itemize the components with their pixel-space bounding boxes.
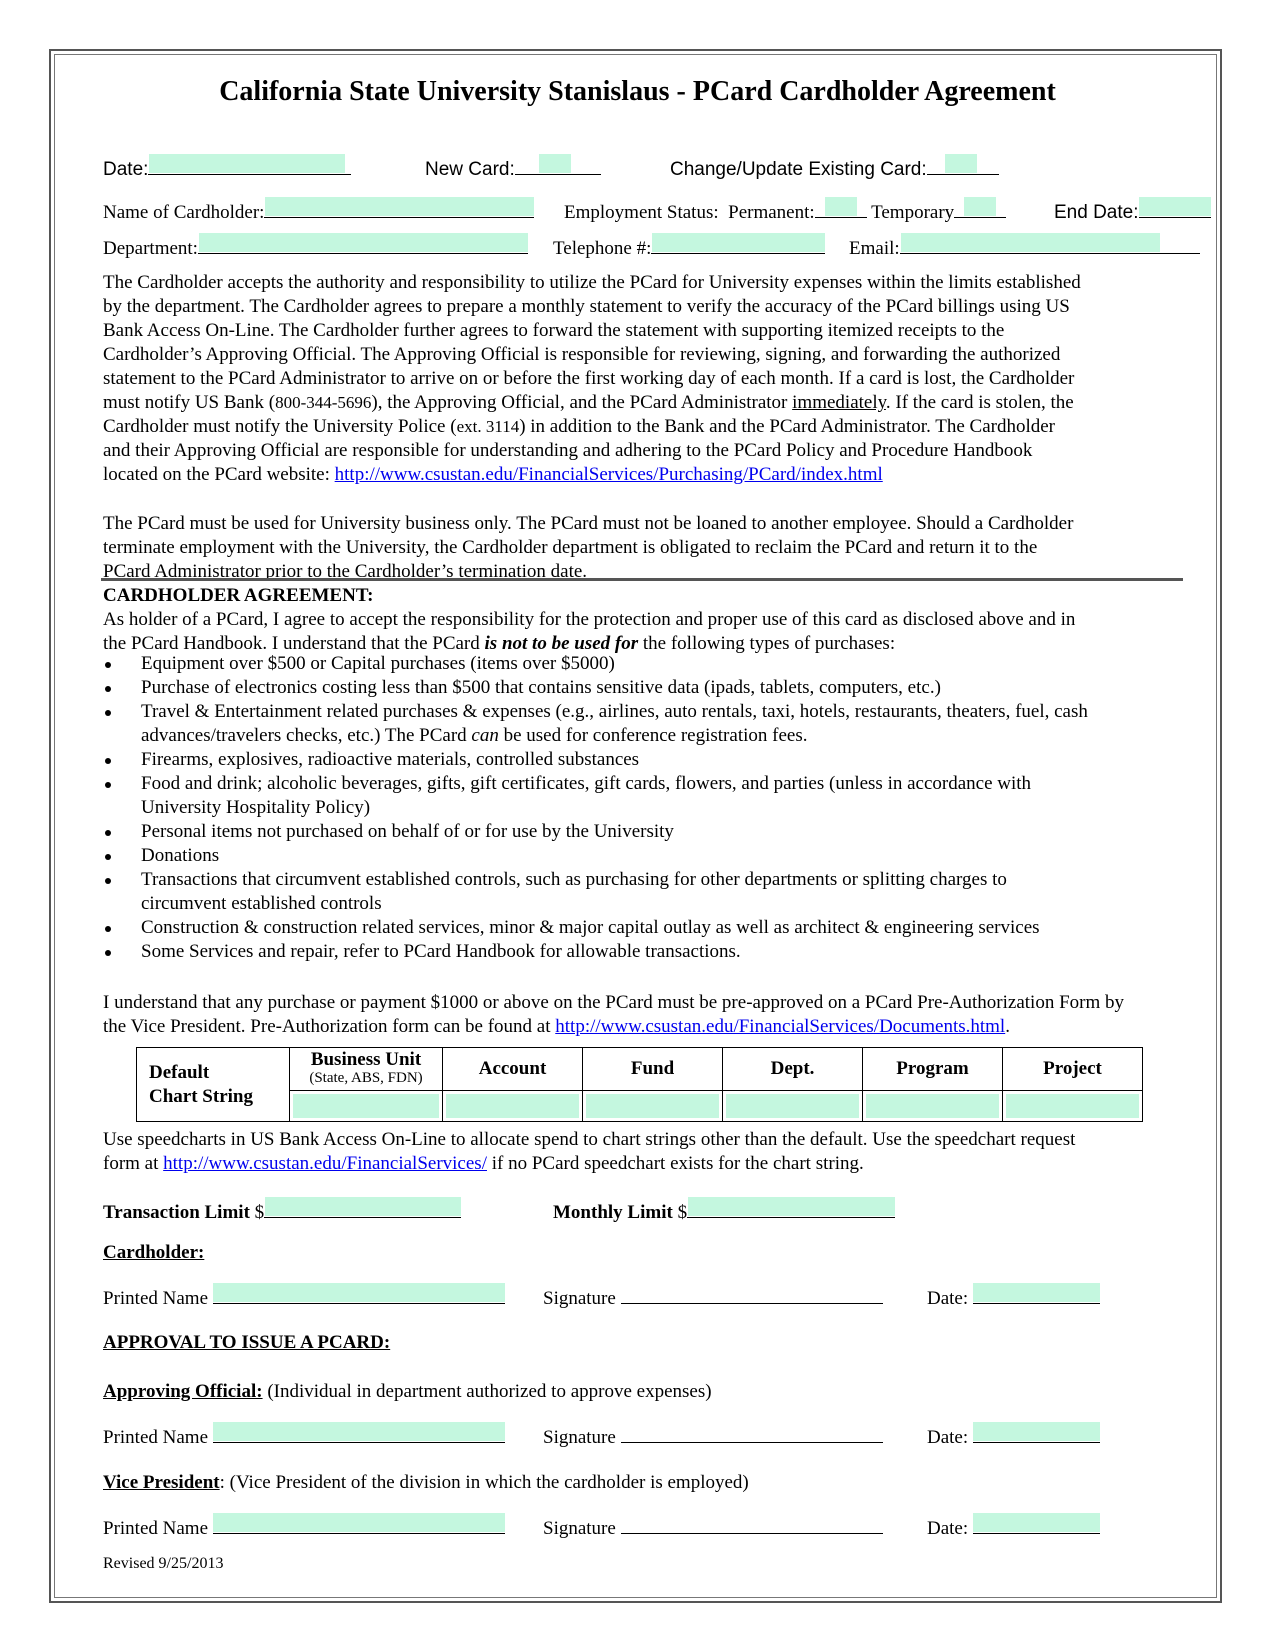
program-header: Program — [863, 1048, 1003, 1091]
list-item — [103, 820, 1183, 844]
cardholder-signature-row — [543, 1285, 883, 1310]
list-item-text: Food and drink; alcoholic beverages, gifts, gift certificates, gift cards, flowers, and parties (unless in accordance with — [141, 773, 1032, 794]
date-label: Date: — [103, 159, 149, 180]
police-ext: ext. 3114 — [456, 417, 520, 436]
text-line: PCard Administrator prior to the Cardholder’s termination date. — [103, 561, 588, 582]
date-label: Date: — [927, 1518, 969, 1539]
list-item-text: Purchase of electronics costing less than $500 that contains sensitive data (ipads, tablets, computers, etc.) — [141, 677, 941, 698]
speedchart-paragraph — [103, 1128, 1181, 1176]
default-chart-string-label — [137, 1048, 290, 1122]
vp-printed-name-row — [103, 1515, 505, 1540]
date-label: Date: — [927, 1427, 969, 1448]
project-input[interactable] — [1003, 1091, 1143, 1122]
new-card-label: New Card: — [425, 159, 515, 180]
text-fragment: located on the PCard website: — [103, 464, 335, 485]
cardholder-name-row — [103, 199, 534, 224]
printed-name-label: Printed Name — [103, 1288, 209, 1309]
approval-heading: APPROVAL TO ISSUE A PCARD: — [103, 1332, 391, 1353]
account-header: Account — [443, 1048, 583, 1091]
new-card-row — [425, 156, 601, 181]
date-field[interactable] — [148, 156, 351, 175]
cardholder-heading: Cardholder: — [103, 1242, 205, 1263]
row-label: Chart String — [149, 1085, 253, 1107]
text-fragment: the following types of purchases: — [638, 633, 896, 654]
vp-date-field[interactable] — [973, 1515, 1100, 1534]
text-fragment: Cardholder must notify the University Police ( — [103, 416, 457, 437]
list-item — [103, 652, 1183, 676]
cardholder-printed-name-row — [103, 1285, 505, 1310]
change-card-label: Change/Update Existing Card: — [670, 159, 927, 180]
text-fragment: ), the Approving Official, and the PCard Administrator — [371, 392, 793, 413]
vice-president-heading: Vice President — [103, 1472, 220, 1493]
text-fragment: the PCard Handbook. I understand that the PCard — [103, 633, 485, 654]
cardholder-printed-name-field[interactable] — [213, 1285, 505, 1304]
employment-status-row — [564, 199, 1006, 224]
cardholder-signature-field[interactable] — [621, 1285, 883, 1304]
end-date-field[interactable] — [1139, 199, 1211, 218]
agreement-heading: CARDHOLDER AGREEMENT: — [103, 585, 374, 606]
text-fragment: the Vice President. Pre-Authorization form can be found at — [103, 1016, 556, 1037]
text-fragment: form at — [103, 1153, 164, 1174]
list-item-text: Some Services and repair, refer to PCard Handbook for allowable transactions. — [141, 941, 741, 962]
vp-printed-name-field[interactable] — [213, 1515, 505, 1534]
text-line: terminate employment with the University, the Cardholder department is obligated to reclaim the PCard and return it to the — [103, 537, 1038, 558]
transaction-limit-field[interactable] — [264, 1199, 461, 1218]
text-line: Use speedcharts in US Bank Access On-Line to allocate spend to chart strings other than the default. Use the speedchart request — [103, 1129, 1076, 1150]
dept-input[interactable] — [723, 1091, 863, 1122]
permanent-label: Permanent: — [728, 202, 815, 223]
agreement-section — [103, 584, 1181, 656]
list-item — [103, 748, 1183, 772]
text-line: statement to the PCard Administrator to arrive on or before the first working day of each month. If a card is lost, the Cardholder — [103, 368, 1075, 389]
text-line: Cardholder’s Approving Official. The Approving Official is responsible for reviewing, signing, and forwarding the authorized — [103, 344, 1061, 365]
transaction-limit-label: Transaction Limit — [103, 1202, 250, 1223]
vp-signature-row — [543, 1515, 883, 1540]
text-fragment: be used for conference registration fees. — [498, 725, 808, 746]
printed-name-label: Printed Name — [103, 1518, 209, 1539]
signature-label: Signature — [543, 1427, 616, 1448]
immediately-emphasis: immediately — [792, 392, 886, 413]
pcard-website-link[interactable]: http://www.csustan.edu/FinancialServices/Purchasing/PCard/index.html — [334, 464, 883, 485]
list-item — [103, 916, 1183, 940]
list-item-text: Donations — [141, 845, 220, 866]
list-item — [103, 772, 1183, 820]
text-fragment: must notify US Bank ( — [103, 392, 276, 413]
text-fragment: . — [1005, 1016, 1010, 1037]
text-line — [103, 415, 1181, 439]
text-line: The PCard must be used for University business only. The PCard must not be loaned to another employee. Should a Cardholder — [103, 513, 1074, 534]
vp-date-row — [927, 1515, 1100, 1540]
cardholder-date-field[interactable] — [973, 1285, 1100, 1304]
bank-phone: 800-344-5696 — [275, 393, 372, 412]
vice-president-heading-row — [103, 1472, 749, 1494]
business-unit-input[interactable] — [290, 1091, 443, 1122]
employment-status-label: Employment Status: — [564, 202, 719, 223]
telephone-row — [553, 235, 825, 260]
list-item — [103, 940, 1183, 964]
responsibility-paragraph — [103, 271, 1181, 487]
email-label: Email: — [849, 238, 900, 259]
printed-name-label: Printed Name — [103, 1427, 209, 1448]
end-date-label: End Date: — [1054, 202, 1139, 223]
list-item — [103, 676, 1183, 700]
chart-string-table — [136, 1047, 1143, 1122]
text-line — [103, 463, 1181, 487]
signature-label: Signature — [543, 1518, 616, 1539]
approving-official-note: (Individual in department authorized to approve expenses) — [262, 1381, 712, 1402]
temporary-field[interactable] — [954, 199, 1006, 218]
text-line: and their Approving Official are responsible for understanding and adhering to the PCard Policy and Procedure Handbook — [103, 440, 1033, 461]
business-unit-header — [290, 1048, 443, 1091]
permanent-field[interactable] — [815, 199, 867, 218]
text-line — [103, 391, 1181, 415]
account-input[interactable] — [443, 1091, 583, 1122]
not-to-be-used-emphasis: is not to be used for — [484, 633, 639, 654]
monthly-limit-row — [553, 1199, 895, 1224]
text-line: As holder of a PCard, I agree to accept the responsibility for the protection and proper use of this card as disclosed above and in — [103, 609, 1076, 630]
approver-printed-name-field[interactable] — [213, 1424, 505, 1443]
currency-symbol: $ — [254, 1202, 265, 1223]
date-field-row — [103, 156, 351, 181]
prohibited-purchases-list — [103, 652, 1183, 964]
preauth-section — [103, 991, 1124, 1039]
temporary-label: Temporary — [871, 202, 955, 223]
currency-symbol: $ — [677, 1202, 688, 1223]
monthly-limit-field[interactable] — [687, 1199, 895, 1218]
telephone-label: Telephone #: — [553, 238, 652, 259]
approver-date-row — [927, 1424, 1100, 1449]
preauth-form-link[interactable]: http://www.csustan.edu/FinancialServices/Documents.html — [555, 1016, 1006, 1037]
list-item — [103, 844, 1183, 868]
revision-date: Revised 9/25/2013 — [103, 1555, 224, 1572]
list-item-text-cont: University Hospitality Policy) — [141, 797, 371, 818]
telephone-field[interactable] — [651, 235, 825, 254]
approving-official-heading-row — [103, 1381, 712, 1403]
list-item — [103, 700, 1183, 748]
list-item-text: Transactions that circumvent established controls, such as purchasing for other departments or splitting charges to — [141, 869, 1007, 890]
list-item-text-cont: circumvent established controls — [141, 893, 382, 914]
text-line: Bank Access On-Line. The Cardholder further agrees to forward the statement with supporting itemized receipts to the — [103, 320, 1005, 341]
new-card-field[interactable] — [515, 156, 601, 175]
change-card-field[interactable] — [927, 156, 999, 175]
list-item — [103, 868, 1183, 916]
text-line: The Cardholder accepts the authority and responsibility to utilize the PCard for University expenses within the limits established — [103, 272, 1081, 293]
speedchart-request-link[interactable]: http://www.csustan.edu/FinancialServices/ — [163, 1153, 487, 1174]
program-input[interactable] — [863, 1091, 1003, 1122]
monthly-limit-label: Monthly Limit — [553, 1202, 673, 1223]
end-date-row — [1054, 199, 1211, 224]
department-label: Department: — [103, 238, 198, 259]
fund-input[interactable] — [583, 1091, 723, 1122]
list-item-text: Equipment over $500 or Capital purchases (items over $5000) — [141, 653, 615, 674]
business-use-paragraph — [103, 512, 1181, 584]
approver-printed-name-row — [103, 1424, 505, 1449]
text-line — [103, 1015, 1124, 1039]
cardholder-name-label: Name of Cardholder: — [103, 202, 265, 223]
row-label: Default — [149, 1061, 210, 1083]
vice-president-note: : (Vice President of the division in which the cardholder is employed) — [219, 1472, 749, 1493]
email-row — [849, 235, 1200, 260]
column-subheader: (State, ABS, FDN) — [309, 1070, 423, 1086]
text-fragment: if no PCard speedchart exists for the chart string. — [486, 1153, 864, 1174]
text-line — [103, 1152, 1181, 1176]
approver-date-field[interactable] — [973, 1424, 1100, 1443]
text-fragment: ) in addition to the Bank and the PCard Administrator. The Cardholder — [519, 416, 1055, 437]
dept-header: Dept. — [723, 1048, 863, 1091]
signature-label: Signature — [543, 1288, 616, 1309]
cardholder-date-row — [927, 1285, 1100, 1310]
section-divider — [101, 578, 1183, 581]
text-fragment: . If the card is stolen, the — [885, 392, 1074, 413]
email-field[interactable] — [900, 235, 1200, 254]
change-card-row — [670, 156, 999, 181]
approving-official-heading: Approving Official: — [103, 1381, 263, 1402]
list-item-text: Construction & construction related services, minor & major capital outlay as well as architect & engineering services — [141, 917, 1040, 938]
text-fragment: advances/travelers checks, etc.) The PCard — [141, 725, 472, 746]
approver-signature-field[interactable] — [621, 1424, 883, 1443]
approver-signature-row — [543, 1424, 883, 1449]
department-row — [103, 235, 528, 260]
list-item-text: Firearms, explosives, radioactive materials, controlled substances — [141, 749, 640, 770]
list-item-text-cont — [141, 724, 1183, 748]
project-header: Project — [1003, 1048, 1143, 1091]
cardholder-name-field[interactable] — [264, 199, 534, 218]
transaction-limit-row — [103, 1199, 461, 1224]
fund-header: Fund — [583, 1048, 723, 1091]
vp-signature-field[interactable] — [621, 1515, 883, 1534]
can-emphasis: can — [471, 725, 499, 746]
text-line: I understand that any purchase or payment $1000 or above on the PCard must be pre-approved on a PCard Pre-Authorization Form by — [103, 992, 1124, 1013]
page-title: California State University Stanislaus - PCard Cardholder Agreement — [219, 76, 1056, 107]
column-header: Business Unit — [310, 1049, 422, 1070]
list-item-text: Personal items not purchased on behalf of or for use by the University — [141, 821, 674, 842]
text-line: by the department. The Cardholder agrees to prepare a monthly statement to verify the accuracy of the PCard billings using US — [103, 296, 1070, 317]
date-label: Date: — [927, 1288, 969, 1309]
list-item-text: Travel & Entertainment related purchases & expenses (e.g., airlines, auto rentals, taxi, hotels, restaurants, theaters, fuel, cash — [141, 701, 1088, 722]
department-field[interactable] — [198, 235, 528, 254]
